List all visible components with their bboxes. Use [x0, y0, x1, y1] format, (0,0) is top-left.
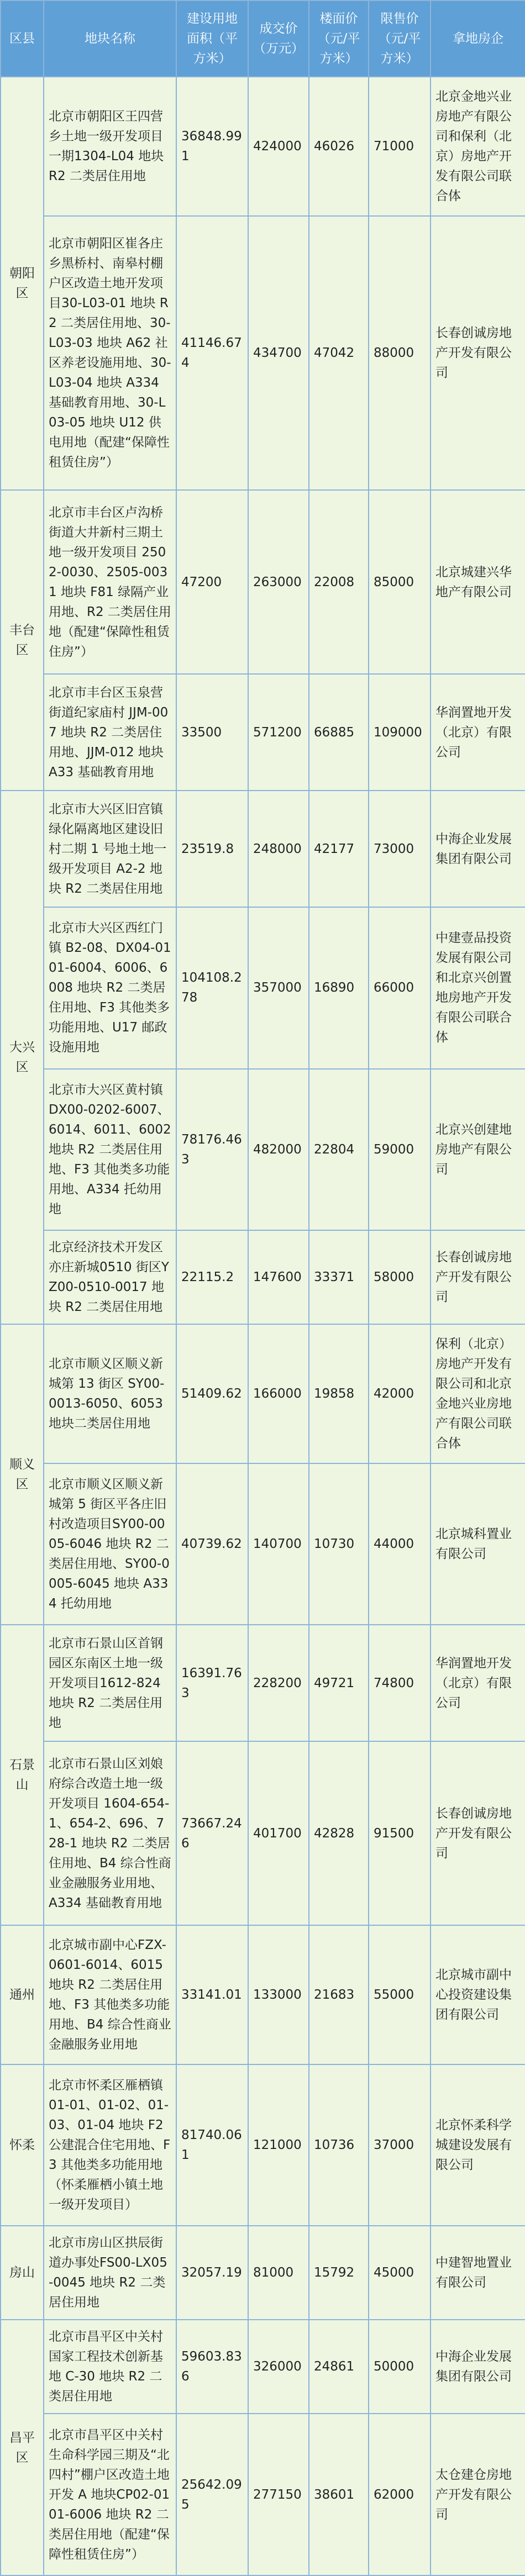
parcel-cell: 北京市石景山区首钢园区东南区土地一级开发项目1612-824 地块 R2 二类居住用地 [44, 1625, 176, 1741]
area-cell: 41146.674 [176, 216, 248, 491]
parcel-cell: 北京市石景山区刘娘府综合改造土地一级开发项目 1604-654-1、654-2、696、728-1 地块 R2 二类居住用地、B4 综合性商业金融服务业用地、A334 基础教育用地 [44, 1741, 176, 1925]
header-limit-price: 限售价（元/平方米） [369, 1, 431, 77]
limit-price-cell: 66000 [369, 907, 431, 1068]
floor-price-cell: 47042 [309, 216, 369, 491]
limit-price-cell: 109000 [369, 674, 431, 791]
table-row [1, 791, 525, 907]
buyer-cell: 中建智地置业有限公司 [431, 2226, 525, 2320]
floor-price-cell: 22008 [309, 490, 369, 674]
table-row [1, 1230, 525, 1324]
parcel-cell: 北京市顺义区顺义新城第 5 街区平各庄旧村改造项目SY00-0005-6046 地块 R2 二类居住用地、SY00-0005-6045 地块 A334 托幼用地 [44, 1463, 176, 1625]
buyer-cell: 保利（北京）房地产开发有限公司和北京金地兴业房地产有限公司联合体 [431, 1324, 525, 1463]
buyer-cell: 北京怀柔科学城建设发展有限公司 [431, 2064, 525, 2226]
district-cell: 丰台区 [1, 490, 44, 791]
floor-price-cell: 19858 [309, 1324, 369, 1463]
limit-price-cell: 88000 [369, 216, 431, 491]
table-row [1, 490, 525, 674]
floor-price-cell: 15792 [309, 2226, 369, 2320]
floor-price-cell: 10730 [309, 1463, 369, 1625]
table-row [1, 1324, 525, 1463]
area-cell: 33500 [176, 674, 248, 791]
limit-price-cell: 45000 [369, 2226, 431, 2320]
floor-price-cell: 46026 [309, 77, 369, 216]
parcel-cell: 北京经济技术开发区亦庄新城0510 街区YZ00-0510-0017 地块 R2 二类居住用地 [44, 1230, 176, 1324]
parcel-cell: 北京市丰台区玉泉营街道纪家庙村 JJM-007 地块 R2 二类居住用地、JJM-012 地块 A33 基础教育用地 [44, 674, 176, 791]
buyer-cell: 中建壹品投资发展有限公司和北京兴创置地房地产开发有限公司联合体 [431, 907, 525, 1068]
table-row [1, 216, 525, 491]
table-row [1, 907, 525, 1068]
parcel-cell: 北京市大兴区西红门镇 B2-08、DX04-0101-6004、6006、6008 地块 R2 二类居住用地、F3 其他类多功能用地、U17 邮政设施用地 [44, 907, 176, 1068]
table-row [1, 674, 525, 791]
area-cell: 73667.246 [176, 1741, 248, 1925]
area-cell: 104108.278 [176, 907, 248, 1068]
table-row [1, 1741, 525, 1925]
district-cell: 怀柔 [1, 2064, 44, 2226]
floor-price-cell: 22804 [309, 1069, 369, 1230]
area-cell: 47200 [176, 490, 248, 674]
parcel-cell: 北京市昌平区中关村国家工程技术创新基地 C-30 地块 R2 二类居住用地 [44, 2320, 176, 2414]
limit-price-cell: 71000 [369, 77, 431, 216]
floor-price-cell: 42828 [309, 1741, 369, 1925]
price-cell: 571200 [248, 674, 309, 791]
price-cell: 147600 [248, 1230, 309, 1324]
floor-price-cell: 24861 [309, 2320, 369, 2414]
table-row [1, 1625, 525, 1741]
table-row [1, 2064, 525, 2226]
buyer-cell: 北京金地兴业房地产有限公司和保利（北京）房地产开发有限公司联合体 [431, 77, 525, 216]
area-cell: 81740.061 [176, 2064, 248, 2226]
price-cell: 121000 [248, 2064, 309, 2226]
limit-price-cell: 85000 [369, 490, 431, 674]
parcel-cell: 北京市顺义区顺义新城第 13 街区 SY00-0013-6050、6053 地块二类居住用地 [44, 1324, 176, 1463]
limit-price-cell: 91500 [369, 1741, 431, 1925]
buyer-cell: 华润置地开发（北京）有限公司 [431, 1625, 525, 1741]
area-cell: 33141.01 [176, 1925, 248, 2064]
floor-price-cell: 42177 [309, 791, 369, 907]
district-cell: 房山 [1, 2226, 44, 2320]
buyer-cell: 长春创诚房地产开发有限公司 [431, 216, 525, 491]
buyer-cell: 北京城建兴华地产有限公司 [431, 490, 525, 674]
parcel-cell: 北京市丰台区卢沟桥街道大井新村三期土地一级开发项目 2502-0030、2505-0031 地块 F81 绿隔产业用地、R2 二类居住用地（配建“保障性租赁住房”） [44, 490, 176, 674]
floor-price-cell: 38601 [309, 2414, 369, 2575]
parcel-cell: 北京市大兴区黄村镇 DX00-0202-6007、6014、6011、6002 地块 R2 二类居住用地、F3 其他类多功能用地、A334 托幼用地 [44, 1069, 176, 1230]
area-cell: 51409.62 [176, 1324, 248, 1463]
header-area: 建设用地面积（平方米） [176, 1, 248, 77]
parcel-cell: 北京市房山区拱辰街道办事处FS00-LX05-0045 地块 R2 二类居住用地 [44, 2226, 176, 2320]
parcel-cell: 北京市怀柔区雁栖镇 01-01、01-02、01-03、01-04 地块 F2 公建混合住宅用地、F3 其他类多功能用地（怀柔雁栖小镇土地一级开发项目） [44, 2064, 176, 2226]
district-cell: 顺义区 [1, 1324, 44, 1625]
parcel-cell: 北京市昌平区中关村生命科学园三期及“北四村”棚户区改造土地开发 A 地块CP02-0101-6006 地块 R2 二类居住用地（配建“保障性租赁住房”） [44, 2414, 176, 2575]
area-cell: 32057.19 [176, 2226, 248, 2320]
price-cell: 140700 [248, 1463, 309, 1625]
district-cell: 大兴区 [1, 791, 44, 1324]
limit-price-cell: 44000 [369, 1463, 431, 1625]
price-cell: 482000 [248, 1069, 309, 1230]
limit-price-cell: 59000 [369, 1069, 431, 1230]
price-cell: 133000 [248, 1925, 309, 2064]
price-cell: 434700 [248, 216, 309, 491]
district-cell: 朝阳区 [1, 77, 44, 490]
limit-price-cell: 55000 [369, 1925, 431, 2064]
table-row [1, 2320, 525, 2414]
floor-price-cell: 10736 [309, 2064, 369, 2226]
buyer-cell: 北京兴创建地房地产有限公司 [431, 1069, 525, 1230]
header-price: 成交价（万元） [248, 1, 309, 77]
area-cell: 40739.62 [176, 1463, 248, 1625]
floor-price-cell: 16890 [309, 907, 369, 1068]
district-cell: 昌平区 [1, 2320, 44, 2575]
limit-price-cell: 37000 [369, 2064, 431, 2226]
table-row [1, 77, 525, 216]
table-row [1, 2226, 525, 2320]
price-cell: 277150 [248, 2414, 309, 2575]
district-cell: 通州 [1, 1925, 44, 2064]
floor-price-cell: 66885 [309, 674, 369, 791]
price-cell: 357000 [248, 907, 309, 1068]
area-cell: 78176.463 [176, 1069, 248, 1230]
area-cell: 23519.8 [176, 791, 248, 907]
limit-price-cell: 58000 [369, 1230, 431, 1324]
area-cell: 22115.2 [176, 1230, 248, 1324]
parcel-cell: 北京市朝阳区王四营乡土地一级开发项目一期1304-L04 地块 R2 二类居住用地 [44, 77, 176, 216]
price-cell: 263000 [248, 490, 309, 674]
area-cell: 36848.991 [176, 77, 248, 216]
parcel-cell: 北京市大兴区旧宫镇绿化隔离地区建设旧村二期 1 号地土地一级开发项目 A2-2 地块 R2 二类居住用地 [44, 791, 176, 907]
table-row [1, 1069, 525, 1230]
price-cell: 81000 [248, 2226, 309, 2320]
buyer-cell: 北京城科置业有限公司 [431, 1463, 525, 1625]
limit-price-cell: 42000 [369, 1324, 431, 1463]
price-cell: 326000 [248, 2320, 309, 2414]
floor-price-cell: 49721 [309, 1625, 369, 1741]
table-row [1, 2414, 525, 2575]
header-district: 区县 [1, 1, 44, 77]
buyer-cell: 长春创诚房地产开发有限公司 [431, 1741, 525, 1925]
area-cell: 16391.763 [176, 1625, 248, 1741]
limit-price-cell: 73000 [369, 791, 431, 907]
area-cell: 25642.095 [176, 2414, 248, 2575]
price-cell: 424000 [248, 77, 309, 216]
buyer-cell: 长春创诚房地产开发有限公司 [431, 1230, 525, 1324]
area-cell: 59603.836 [176, 2320, 248, 2414]
floor-price-cell: 21683 [309, 1925, 369, 2064]
price-cell: 248000 [248, 791, 309, 907]
buyer-cell: 中海企业发展集团有限公司 [431, 791, 525, 907]
header-buyer: 拿地房企 [431, 1, 525, 77]
price-cell: 228200 [248, 1625, 309, 1741]
header-floor-price: 楼面价（元/平方米） [309, 1, 369, 77]
table-header-row [1, 1, 525, 77]
parcel-cell: 北京市朝阳区崔各庄乡黑桥村、南皋村棚户区改造土地开发项目30-L03-01 地块 R2 二类居住用地、30-L03-03 地块 A62 社区养老设施用地、30-L03-04 地块 A334 基础教育用地、30-L03-05 地块 U12 供电用地（配建“保障性租赁住房”） [44, 216, 176, 491]
header-parcel: 地块名称 [44, 1, 176, 77]
buyer-cell: 华润置地开发（北京）有限公司 [431, 674, 525, 791]
district-cell: 石景山 [1, 1625, 44, 1925]
buyer-cell: 北京城市副中心投资建设集团有限公司 [431, 1925, 525, 2064]
table-row [1, 1463, 525, 1625]
parcel-cell: 北京城市副中心FZX-0601-6014、6015 地块 R2 二类居住用地、F3 其他类多功能用地、B4 综合性商业金融服务业用地 [44, 1925, 176, 2064]
limit-price-cell: 74800 [369, 1625, 431, 1741]
price-cell: 166000 [248, 1324, 309, 1463]
buyer-cell: 中海企业发展集团有限公司 [431, 2320, 525, 2414]
buyer-cell: 太仓建仓房地产开发有限公司 [431, 2414, 525, 2575]
table-row [1, 1925, 525, 2064]
floor-price-cell: 33371 [309, 1230, 369, 1324]
limit-price-cell: 62000 [369, 2414, 431, 2575]
price-cell: 401700 [248, 1741, 309, 1925]
limit-price-cell: 50000 [369, 2320, 431, 2414]
